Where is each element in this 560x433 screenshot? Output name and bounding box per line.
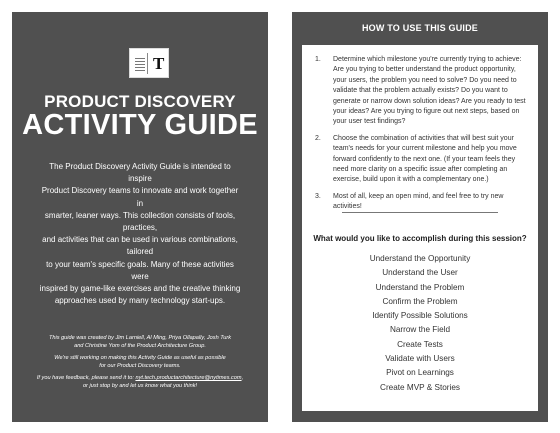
- feedback-prefix: If you have feedback, please send it to:: [36, 375, 136, 381]
- step-number: 1.: [315, 56, 321, 63]
- cover-card: [12, 12, 268, 422]
- feedback-suffix: ,: [241, 375, 244, 381]
- feedback-email-link[interactable]: nyt.tech.productarchitecture@nytimes.com: [135, 375, 242, 381]
- activity-list: [302, 252, 538, 395]
- activity-item[interactable]: Create MVP & Stories: [380, 382, 460, 392]
- working-line: We're still working on making this Activity Guide as useful as possible: [54, 355, 226, 361]
- intro-line: and activities that can be used in various combinations, tailored: [42, 235, 238, 257]
- activity-item[interactable]: Understand the User: [382, 268, 458, 278]
- activity-item[interactable]: Pivot on Learnings: [386, 368, 454, 378]
- step-text: Most of all, keep an open mind, and feel free to try new activities!: [333, 192, 504, 211]
- step-item: [311, 55, 531, 128]
- step-text: Determine which milestone you're currently trying to achieve: Are you trying to better understand the product opportunity, your users, the problem you need to solve? Do you need to validate that the problem actually exists? Do you want to generate or narrow down solution ideas? Are you ready to test your ideas? Are you trying to figure out next steps, based on your user test findings?: [333, 56, 526, 126]
- title-line2: ACTIVITY GUIDE: [22, 109, 258, 141]
- credits-line: This guide was created by Jim Larniell, Al Ming, Priya Ollapally, Josh Turk: [48, 335, 232, 341]
- step-text: Choose the combination of activities that will best suit your team's needs for your current milestone and help you move forward confidently to the next one. (If your team feels they need more clarity on a specific issue after completing an exercise, build upon it with a complementary one.): [333, 134, 517, 184]
- nyt-t-book-icon: [129, 48, 169, 78]
- activity-item[interactable]: Narrow the Field: [389, 325, 451, 335]
- activity-item[interactable]: Understand the Opportunity: [369, 254, 471, 263]
- divider: [342, 212, 498, 213]
- step-item: [311, 192, 531, 213]
- working-line: for our Product Discovery teams.: [99, 362, 181, 369]
- activity-item[interactable]: Identify Possible Solutions: [372, 311, 468, 321]
- intro-line: The Product Discovery Activity Guide is intended to inspire: [49, 162, 231, 184]
- activity-item[interactable]: Validate with Users: [385, 354, 455, 364]
- how-to-heading: HOW TO USE THIS GUIDE: [361, 23, 479, 33]
- intro-line: smarter, leaner ways. This collection consists of tools, practices,: [44, 210, 236, 233]
- how-to-card: [292, 12, 548, 422]
- intro-line: to your team's specific goals. Many of these activities were: [46, 259, 234, 281]
- logo-letter: T: [153, 54, 165, 73]
- intro-paragraph: [38, 161, 242, 307]
- step-item: [311, 134, 531, 186]
- title-line1: PRODUCT DISCOVERY: [44, 92, 236, 111]
- step-number: 3.: [315, 192, 321, 200]
- session-question: What would you like to accomplish during this session?: [313, 234, 527, 243]
- activity-item[interactable]: Create Tests: [397, 339, 443, 349]
- intro-line: inspired by game-like exercises and the creative thinking: [39, 284, 241, 294]
- feedback-text: [26, 375, 254, 390]
- steps-list: [311, 55, 531, 219]
- activity-item[interactable]: Understand the Problem: [375, 282, 465, 292]
- credits-line: and Christine Yom of the Product Architecture Group.: [74, 342, 206, 349]
- how-to-panel: [302, 45, 538, 411]
- intro-line: approaches used by many technology start-ups.: [54, 296, 226, 306]
- intro-line: Product Discovery teams to innovate and work together in: [41, 186, 239, 208]
- credits-text: [26, 335, 254, 350]
- activity-item[interactable]: Confirm the Problem: [382, 296, 458, 306]
- working-text: [26, 355, 254, 370]
- step-number: 2.: [315, 134, 321, 142]
- feedback-line2: or just stop by and let us know what you think!: [82, 382, 198, 389]
